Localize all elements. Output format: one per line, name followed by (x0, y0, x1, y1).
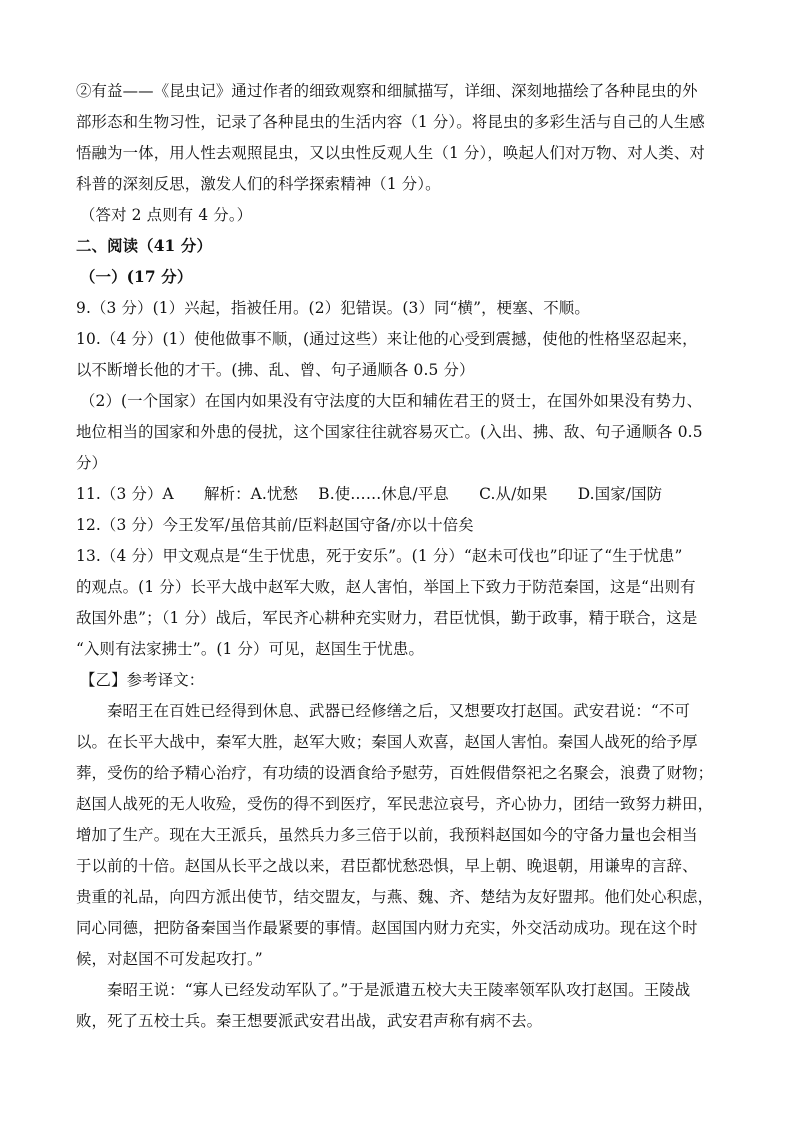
answer-8-point-2-line-3: 悟融为一体，用人性去观照昆虫，又以虫性反观人生（1 分），唤起人们对万物、对人类、对 (76, 144, 705, 162)
answer-10-part-2-line-3: 分） (76, 454, 108, 472)
subsection-heading-1: （一）(17 分） (80, 268, 193, 286)
answer-10-part-2-line-1: （2）(一个国家）在国内如果没有守法度的大臣和辅佐君王的贤士，在国外如果没有势力、 (80, 392, 703, 410)
scoring-note: （答对 2 点则有 4 分。） (80, 206, 253, 224)
answer-10-part-1-line-2: 以不断增长他的才干。(拂、乱、曾、句子通顺各 0.5 分） (76, 361, 475, 379)
answer-12: 12.（3 分）今王发军/虽倍其前/臣料赵国守备/亦以十倍矣 (76, 516, 474, 534)
translation-para-1-line-6: 于以前的十倍。赵国从长平之战以来，君臣都忧愁恐惧，早上朝、晚退朝，用谦卑的言辞、 (76, 857, 698, 875)
section-heading-reading: 二、阅读（41 分） (76, 237, 213, 255)
translation-para-1-line-4: 赵国人战死的无人收殓，受伤的得不到医疗，军民悲泣哀号，齐心协力，团结一致努力耕田， (76, 795, 714, 813)
answer-8-point-2-line-1: ②有益——《昆虫记》通过作者的细致观察和细腻描写，详细、深刻地描绘了各种昆虫的外 (76, 82, 698, 100)
translation-para-1-line-2: 以。在长平大战中，秦军大胜，赵军大败；秦国人欢喜，赵国人害怕。秦国人战死的给予厚 (76, 733, 698, 751)
translation-para-1-line-5: 增加了生产。现在大王派兵，虽然兵力多三倍于以前，我预料赵国如今的守备力量也会相当 (76, 826, 698, 844)
answer-10-part-2-line-2: 地位相当的国家和外患的侵扰，这个国家往往就容易灭亡。(入出、拂、敌、句子通顺各 0.5 (76, 423, 703, 441)
answer-8-point-2-line-2: 部形态和生物习性，记录了各种昆虫的生活内容（1 分）。将昆虫的多彩生活与自己的人生感 (76, 113, 705, 131)
document-page (76, 76, 726, 1037)
answer-13-line-3: 敌国外患”；（1 分）战后，军民齐心耕种充实财力，君臣忧惧，勤于政事，精于联合，这是 (76, 609, 698, 627)
answer-13-line-2: 的观点。(1 分）长平大战中赵军大败，赵人害怕，举国上下致力于防范秦国，这是“出则有 (76, 578, 696, 596)
translation-heading: 【乙】参考译文： (80, 671, 205, 689)
translation-para-2-line-2: 败，死了五校士兵。秦王想要派武安君出战，武安君声称有病不去。 (76, 1012, 543, 1030)
translation-para-1-line-8: 同心同德，把防备秦国当作最紧要的事情。赵国国内财力充实，外交活动成功。现在这个时 (76, 919, 698, 937)
answer-13-line-1: 13.（4 分）甲文观点是“生于忧患，死于安乐”。(1 分）“赵未可伐也”印证了“生于忧患” (76, 547, 683, 565)
answer-10-part-1-line-1: 10.（4 分）(1）使他做事不顺，(通过这些）来让他的心受到震撼，使他的性格坚忍起来， (76, 330, 698, 348)
translation-para-2-line-1: 秦昭王说：“寡人已经发动军队了。”于是派遣五校大夫王陵率领军队攻打赵国。王陵战 (107, 981, 691, 999)
translation-para-1-line-3: 葬，受伤的给予精心治疗，有功绩的设酒食给予慰劳，百姓假借祭祀之名聚会，浪费了财物； (76, 764, 714, 782)
answer-8-point-2-line-4: 科普的深刻反思，激发人们的科学探索精神（1 分）。 (76, 175, 441, 193)
answer-13-line-4: “入则有法家拂士”。(1 分）可见，赵国生于忧患。 (76, 640, 424, 658)
answer-9: 9.（3 分）(1）兴起，指被任用。(2）犯错误。(3）同“横”，梗塞、不顺。 (76, 299, 590, 317)
answer-11: 11.（3 分）A 解析：A.忧愁 B.使……休息/平息 C.从/如果 D.国家/国防 (76, 485, 663, 503)
translation-para-1-line-9: 候，对赵国不可发起攻打。” (76, 950, 263, 968)
translation-para-1-line-1: 秦昭王在百姓已经得到休息、武器已经修缮之后，又想要攻打赵国。武安君说：“不可 (107, 702, 691, 720)
translation-para-1-line-7: 贵重的礼品，向四方派出使节，结交盟友，与燕、魏、齐、楚结为友好盟邦。他们处心积虑， (76, 888, 714, 906)
